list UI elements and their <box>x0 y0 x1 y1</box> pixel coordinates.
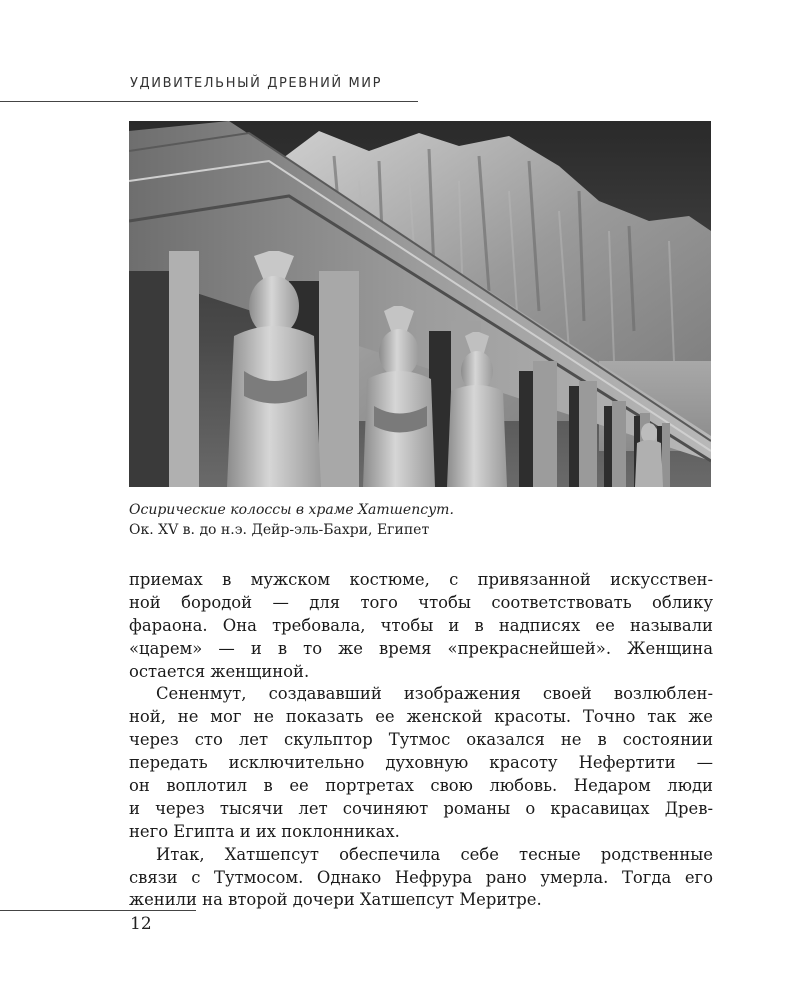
text-line: Сененмут, создававший изображения своей возлюблен- <box>156 684 713 704</box>
running-head: УДИВИТЕЛЬНЫЙ ДРЕВНИЙ МИР <box>130 76 383 91</box>
text-line: женили на второй дочери Хатшепсут Меритре. <box>129 890 542 910</box>
text-line: ной, не мог не показать ее женской красоты. Точно так же <box>129 707 713 727</box>
text-line: через сто лет скульптор Тутмос оказался не в состоянии <box>129 730 713 750</box>
body-text <box>129 569 713 912</box>
header-rule <box>0 101 418 102</box>
figure-caption <box>129 500 689 540</box>
text-line: фараона. Она требовала, чтобы и в надписях ее называли <box>129 615 713 635</box>
text-line: остается женщиной. <box>129 661 310 681</box>
temple-photo <box>129 121 711 487</box>
caption-title: Осирические колоссы в храме Хатшепсут. <box>129 502 454 518</box>
caption-subtitle: Ок. XV в. до н.э. Дейр-эль-Бахри, Египет <box>129 522 430 538</box>
text-line: передать исключительно духовную красоту Нефертити — <box>129 753 713 773</box>
text-line: него Египта и их поклонниках. <box>129 821 400 841</box>
text-line: Итак, Хатшепсут обеспечила себе тесные родственные <box>156 844 713 864</box>
text-line: и через тысячи лет сочиняют романы о красавицах Древ- <box>129 798 713 818</box>
page-number: 12 <box>130 914 152 934</box>
text-line: он воплотил в ее портретах свою любовь. Недаром люди <box>129 776 713 796</box>
text-line: ной бородой — для того чтобы соответствовать облику <box>129 592 713 612</box>
text-line: «царем» — и в то же время «прекраснейшей». Женщина <box>129 638 713 658</box>
text-line: приемах в мужском костюме, с привязанной искусствен- <box>129 570 713 589</box>
footer-rule <box>0 910 196 911</box>
text-line: связи с Тутмосом. Однако Нефрура рано умерла. Тогда его <box>129 867 713 887</box>
